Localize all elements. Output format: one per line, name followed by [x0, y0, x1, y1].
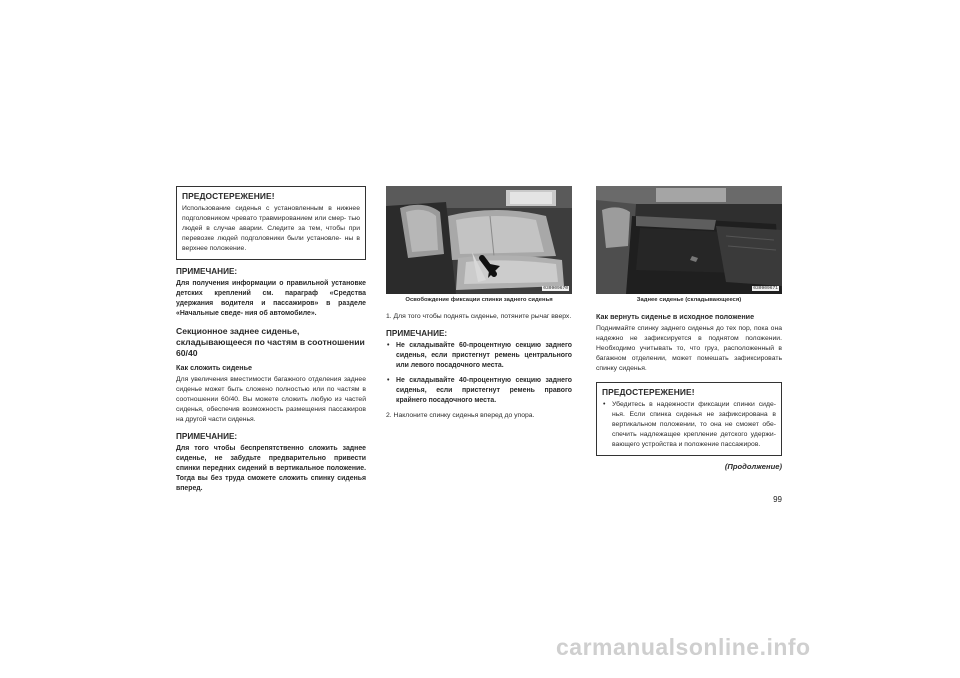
subsection-title: Как сложить сиденье: [176, 363, 253, 372]
warning-list: [602, 400, 776, 450]
column-left: [176, 186, 366, 494]
note-title: ПРИМЕЧАНИЕ:: [386, 329, 448, 338]
warning-title: ПРЕДОСТЕРЕЖЕНИЕ!: [182, 191, 275, 201]
photo-caption: Заднее сиденье (складывающееся): [636, 297, 742, 303]
folded-seat-photo: [596, 186, 782, 294]
folded-seat-illustration: [596, 186, 782, 294]
list-item: [386, 376, 572, 406]
note-text: Для того чтобы беспрепятственно сложить заднее сиденье, не забудьте предварительно привести спинки передних сидений в вертикальное положение. Тогда вы без труда сможете сложить спинку сиденья вперед.: [176, 445, 366, 492]
warning-box: [596, 382, 782, 456]
subsection-title: Как вернуть сиденье в исходное положение: [596, 312, 755, 321]
note-list: [386, 341, 572, 406]
note-text: Для получения информации о правильной установке детских креплений см. параграф «Средства удержания водителя и пассажиров» в разделе «Начальные сведе- ния об автомобиле».: [176, 280, 366, 317]
step-2: 2. Наклоните спинку сиденья вперед до упора.: [386, 412, 535, 419]
body-paragraph: Для увеличения вместимости багажного отделения заднее сиденье может быть сложено полностью или по частям в соотношении 60/40. Вы можете сложить любую из частей сиденья, обеспечив возможность размещения пассажиров на другой части сиденья.: [176, 376, 366, 423]
bullet-icon: •: [387, 377, 390, 384]
continued-label: (Продолжение): [724, 462, 782, 471]
column-right: [596, 186, 782, 471]
list-item: [386, 341, 572, 371]
seat-release-illustration: [386, 186, 572, 294]
note-title: ПРИМЕЧАНИЕ:: [176, 267, 238, 276]
warning-text: Использование сиденья с установленным в нижнее подголовником чревато травмированием или смер- тью людей в случае аварии. Следите за тем, чтобы при перевозке людей подголовники были установле- ны в верхнее положение.: [182, 205, 360, 252]
list-item-text: Не складывайте 60-процентную секцию заднего сиденья, если пристегнут ремень центрального или левого посадочного места.: [396, 342, 572, 369]
warning-box: [176, 186, 366, 260]
note-title: ПРИМЕЧАНИЕ:: [176, 432, 238, 441]
watermark: carmanualsonline.info: [556, 634, 811, 660]
photo-code: 030909671: [753, 286, 778, 291]
body-paragraph: Поднимайте спинку заднего сиденья до тех пор, пока она надежно не зафиксируется в поднятом положении. Необходимо учитывать то, что груз, расположенный в багажном отделении, может помешать зафиксировать спинку сиденья.: [596, 325, 782, 372]
column-middle: [386, 186, 572, 421]
list-item-text: Убедитесь в надежности фиксации спинки сиде- нья. Если спинка сиденья не зафиксирована в вертикальном положении, то она не сможет обе- спечить надлежащее крепление детского удержи- вающего устройства и положение пассажиров.: [612, 401, 776, 448]
seat-release-photo: [386, 186, 572, 294]
warning-title: ПРЕДОСТЕРЕЖЕНИЕ!: [602, 387, 695, 397]
list-item-text: Не складывайте 40-процентную секцию заднего сиденья, если пристегнут ремень правого крайнего посадочного места.: [396, 377, 572, 404]
photo-caption: Освобождение фиксации спинки заднего сиденья: [405, 297, 553, 303]
section-title: Секционное заднее сиденье, складывающееся по частям в соотношении 60/40: [176, 326, 365, 358]
step-1: 1. Для того чтобы поднять сиденье, потяните рычаг вверх.: [386, 313, 572, 320]
list-item: [602, 400, 776, 450]
photo-code: 030909670: [543, 286, 568, 291]
bullet-icon: •: [387, 342, 390, 349]
bullet-icon: •: [603, 401, 606, 408]
page-number: 99: [773, 495, 782, 504]
